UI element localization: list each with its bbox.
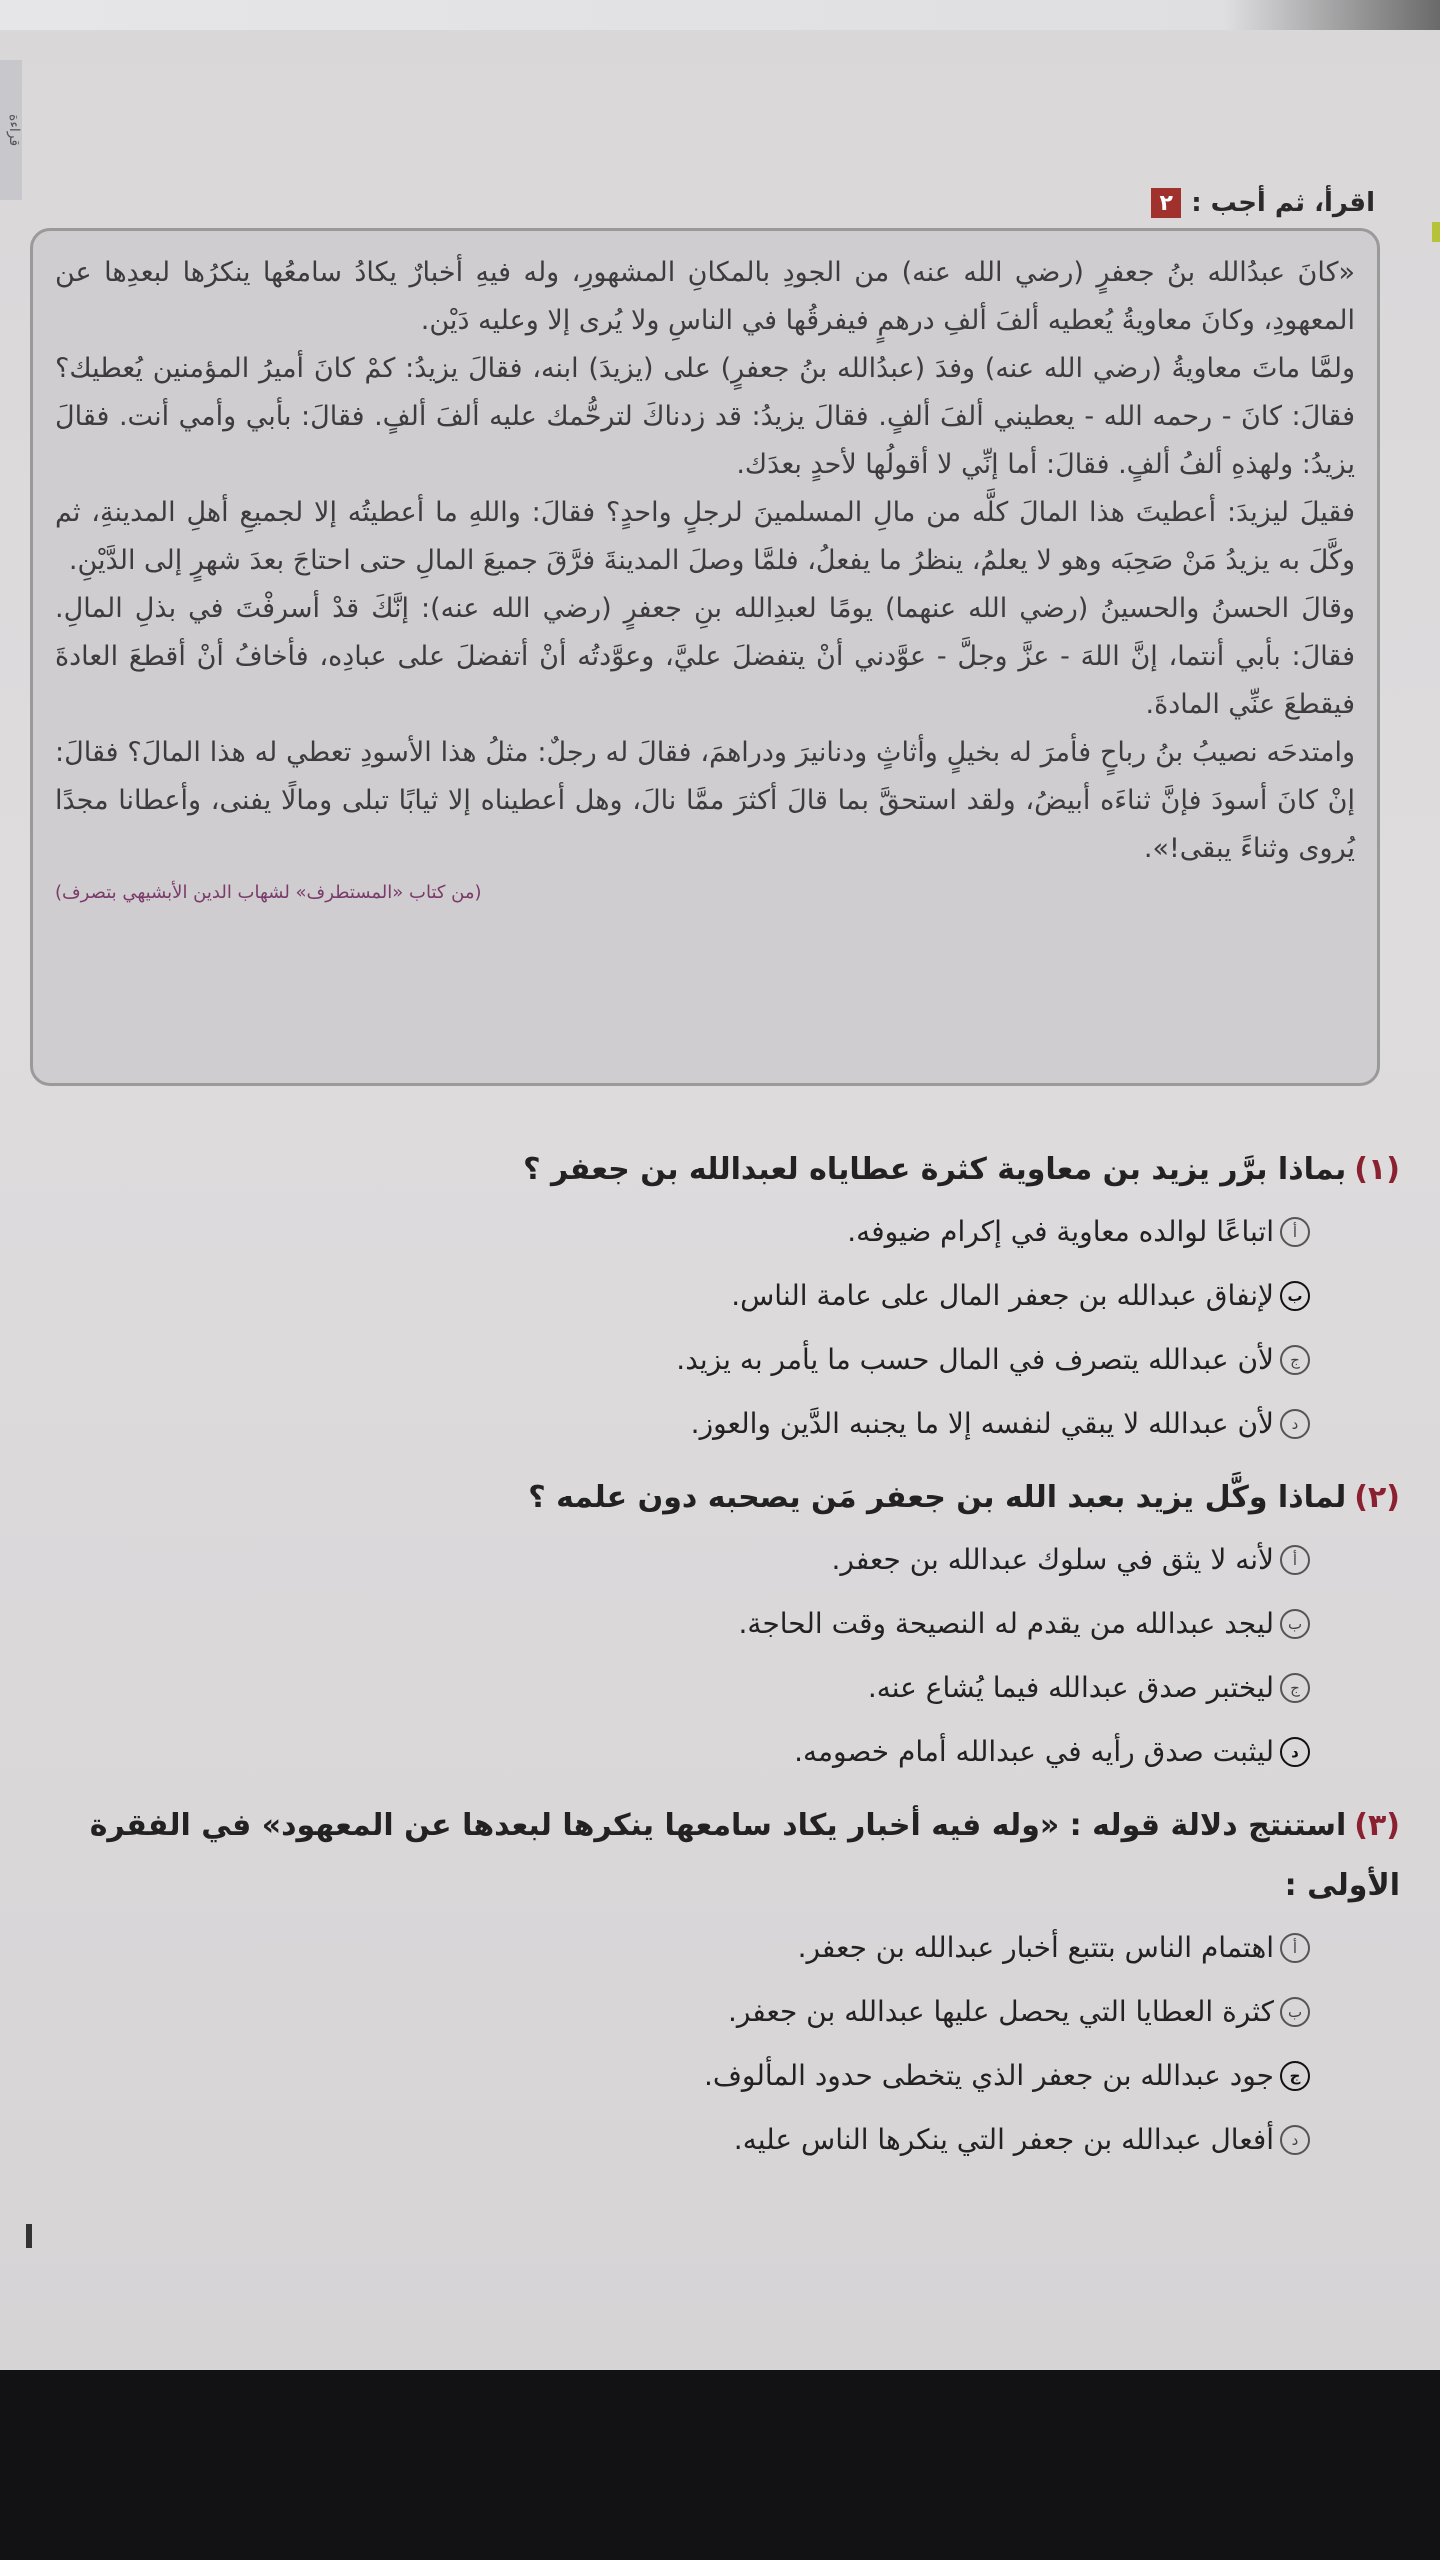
question-number: (٣) (1354, 1808, 1400, 1843)
section-title: اقرأ، ثم أجب : (1191, 188, 1375, 218)
question-stem (40, 1468, 1400, 1528)
option-d[interactable] (40, 1720, 1400, 1784)
question-stem (40, 1796, 1400, 1916)
questions-list (40, 1140, 1400, 2184)
option-circle-icon[interactable]: أ (1280, 1933, 1310, 1963)
option-text: لأن عبدالله لا يبقي لنفسه إلا ما يجنبه الدَّين والعوز. (690, 1407, 1274, 1440)
option-text: ليختبر صدق عبدالله فيما يُشاع عنه. (867, 1671, 1274, 1704)
option-text: ليجد عبدالله من يقدم له النصيحة وقت الحاجة. (738, 1607, 1274, 1640)
passage-source: (من كتاب «المستطرف» لشهاب الدين الأبشيهي بتصرف) (55, 882, 482, 903)
option-circle-icon[interactable]: د (1280, 1409, 1310, 1439)
option-b[interactable] (40, 1980, 1400, 2044)
option-text: كثرة العطايا التي يحصل عليها عبدالله بن جعفر. (727, 1995, 1274, 2028)
option-text: لأنه لا يثق في سلوك عبدالله بن جعفر. (831, 1543, 1274, 1576)
option-circle-icon[interactable]: د (1280, 2125, 1310, 2155)
option-a[interactable] (40, 1916, 1400, 1980)
option-circle-icon[interactable]: ج (1280, 1345, 1310, 1375)
background-surface (0, 2370, 1440, 2560)
passage-paragraph: وقالَ الحسنُ والحسينُ (رضي الله عنهما) يومًا لعبدِالله بنِ جعفرٍ (رضي الله عنه): إنَّكَ قدْ أسرفْتَ في بذلِ المالِ. فقالَ: بأبي أنتما، إنَّ اللهَ - عزَّ وجلَّ - عوَّدني أنْ يتفضلَ عليَّ، وعوَّدتُه أنْ أتفضلَ على عبادِه، فأخافُ أنْ أقطعَ العادةَ فيقطعَ عنِّي المادةَ. (55, 593, 1355, 720)
option-text: ليثبت صدق رأيه في عبدالله أمام خصومه. (794, 1735, 1274, 1768)
edge-marker (1432, 222, 1440, 242)
page-mark (26, 2224, 32, 2248)
passage-paragraph: فقيلَ ليزيدَ: أعطيتَ هذا المالَ كلَّه من مالِ المسلمينَ لرجلٍ واحدٍ؟ فقالَ: واللهِ ما أعطيتُه إلا لجميعِ أهلِ المدينةِ، ثم وكَّلَ به يزيدُ مَنْ صَحِبَه وهو لا يعلمُ، ينظرُ ما يفعلُ، فلمَّا وصلَ المدينةَ فرَّقَ جميعَ المالِ حتى احتاجَ بعدَ شهرٍ إلى الدَّيْنِ. (55, 497, 1355, 576)
question-text: لماذا وكَّل يزيد بعبد الله بن جعفر مَن يصحبه دون علمه ؟ (528, 1480, 1347, 1515)
question-1 (40, 1140, 1400, 1456)
option-circle-icon[interactable]: ج (1280, 1673, 1310, 1703)
option-circle-checked-icon[interactable]: ج (1280, 2061, 1310, 2091)
question-2 (40, 1468, 1400, 1784)
reading-passage (30, 228, 1380, 1086)
option-c[interactable] (40, 1328, 1400, 1392)
question-number: (٢) (1354, 1480, 1400, 1515)
option-circle-icon[interactable]: ب (1280, 1997, 1310, 2027)
passage-paragraph: وامتدحَه نصيبُ بنُ رباحٍ فأمرَ له بخيلٍ وأثاثٍ ودنانيرَ ودراهمَ، فقالَ له رجلٌ: مثلُ هذا الأسودِ تعطي له هذا المالَ؟ فقالَ: إنْ كانَ أسودَ فإنَّ ثناءَه أبيضُ، ولقد استحقَّ بما قالَ أكثرَ ممَّا نالَ، وهل أعطيناه إلا ثيابًا تبلى ومالًا يفنى، وأعطانا مجدًا يُروى وثناءً يبقى!». (55, 737, 1355, 864)
side-tab: قراءة (0, 60, 22, 200)
option-text: اهتمام الناس بتتبع أخبار عبدالله بن جعفر. (797, 1931, 1274, 1964)
option-text: اتباعًا لوالده معاوية في إكرام ضيوفه. (847, 1215, 1274, 1248)
option-d[interactable] (40, 2108, 1400, 2172)
option-circle-checked-icon[interactable]: ب (1280, 1281, 1310, 1311)
option-b[interactable] (40, 1264, 1400, 1328)
option-circle-icon[interactable]: أ (1280, 1217, 1310, 1247)
option-a[interactable] (40, 1528, 1400, 1592)
option-a[interactable] (40, 1200, 1400, 1264)
option-c[interactable] (40, 1656, 1400, 1720)
section-heading (1151, 183, 1375, 223)
section-number: ٢ (1151, 188, 1181, 218)
option-circle-icon[interactable]: ب (1280, 1609, 1310, 1639)
option-b[interactable] (40, 1592, 1400, 1656)
option-text: لأن عبدالله يتصرف في المال حسب ما يأمر به يزيد. (676, 1343, 1274, 1376)
option-text: لإنفاق عبدالله بن جعفر المال على عامة الناس. (731, 1279, 1274, 1312)
question-3 (40, 1796, 1400, 2172)
option-text: جود عبدالله بن جعفر الذي يتخطى حدود المألوف. (703, 2059, 1274, 2092)
question-text: استنتج دلالة قوله : «وله فيه أخبار يكاد سامعها ينكرها لبعدها عن المعهود» في الفقرة الأولى : (89, 1808, 1400, 1903)
option-text: أفعال عبدالله بن جعفر التي ينكرها الناس عليه. (733, 2123, 1274, 2156)
question-stem (40, 1140, 1400, 1200)
question-number: (١) (1354, 1152, 1400, 1187)
passage-paragraph: ولمَّا ماتَ معاويةُ (رضي الله عنه) وفدَ (عبدُالله بنُ جعفرٍ) على (يزيدَ) ابنه، فقالَ يزيدُ: كمْ كانَ أميرُ المؤمنين يُعطيك؟ فقالَ: كانَ - رحمه الله - يعطيني ألفَ ألفٍ. فقالَ يزيدُ: قد زدناكَ لترحُّمك عليه ألفَ ألفٍ. فقالَ: بأبي وأمي أنت. فقالَ يزيدُ: ولهذهِ ألفُ ألفٍ. فقالَ: أما إنِّي لا أقولُها لأحدٍ بعدَك. (55, 353, 1355, 480)
option-d[interactable] (40, 1392, 1400, 1456)
passage-paragraph: «كانَ عبدُالله بنُ جعفرٍ (رضي الله عنه) من الجودِ بالمكانِ المشهورِ، وله فيهِ أخبارٌ يكادُ سامعُها ينكرُها لبعدِها عن المعهودِ، وكانَ معاويةُ يُعطيه ألفَ ألفِ درهمٍ فيفرقُها في الناسِ ولا يُرى إلا وعليه دَيْن. (55, 257, 1355, 336)
option-circle-checked-icon[interactable]: د (1280, 1737, 1310, 1767)
option-c[interactable] (40, 2044, 1400, 2108)
option-circle-icon[interactable]: أ (1280, 1545, 1310, 1575)
question-text: بماذا برَّر يزيد بن معاوية كثرة عطاياه لعبدالله بن جعفر ؟ (523, 1152, 1347, 1187)
page-top-edge (0, 0, 1440, 30)
